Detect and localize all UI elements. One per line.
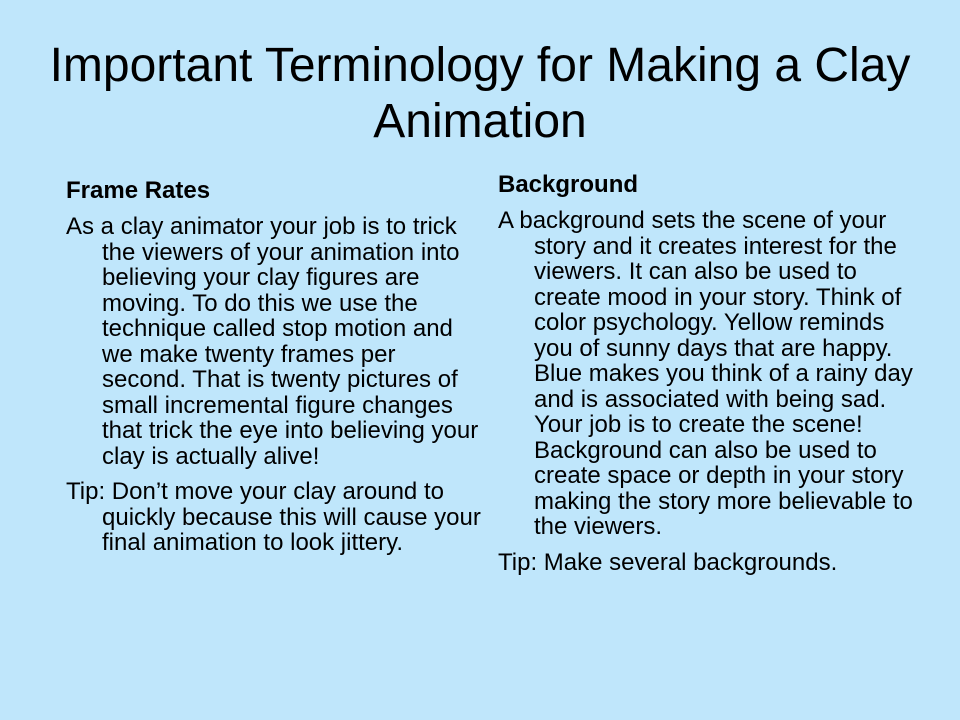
background-heading: Background [498, 171, 639, 198]
frame-rates-paragraph: As a clay animator your job is to trick the viewers of your animation into believing your clay figures are moving. To do this we use the technique called stop motion and we make twenty frames per second. That is twenty pictures of small incremental figure changes that trick the eye into believing your clay is actually alive! [66, 213, 479, 470]
frame-rates-heading: Frame Rates [66, 177, 211, 204]
background-tip: Tip: Make several backgrounds. [498, 548, 838, 576]
frame-rates-tip: Tip: Don’t move your clay around to quickly because this will cause your final animation to look jittery. [66, 478, 481, 556]
left-column [66, 178, 486, 566]
right-column [498, 172, 918, 585]
background-paragraph: A background sets the scene of your story and it creates interest for the viewers. It can also be used to create mood in your story. Think of color psychology. Yellow reminds you of sunny days that are happy. Blue makes you think of a rainy day and is associated with being sad. Your job is to create the scene! Background can also be used to create space or depth in your story making the story more believable to the viewers. [498, 207, 913, 540]
slide-title: Important Terminology for Making a Clay Animation [49, 39, 911, 148]
